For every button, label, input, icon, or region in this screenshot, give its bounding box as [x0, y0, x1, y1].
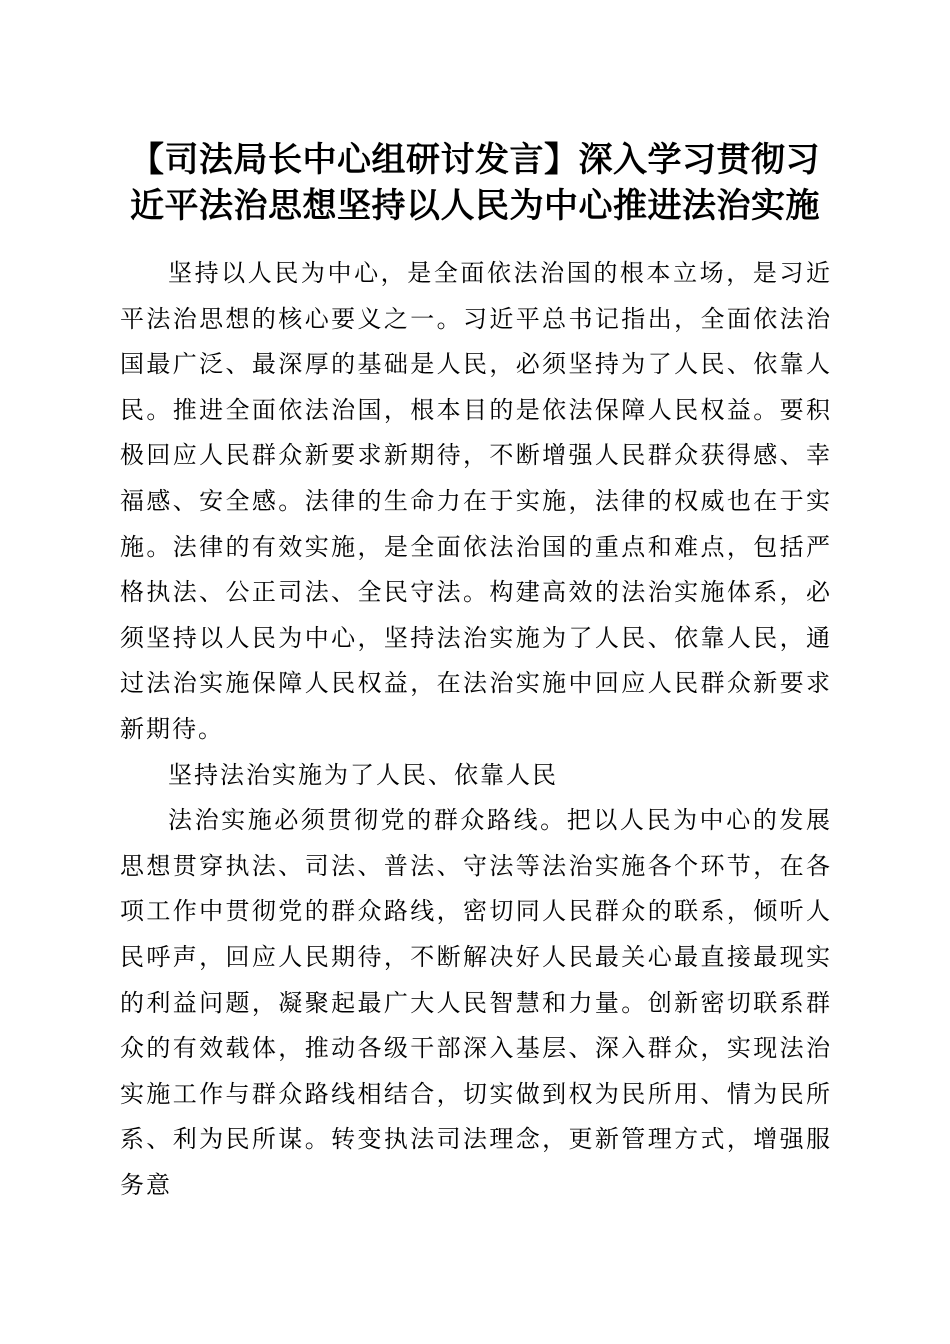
document-title [112, 137, 838, 229]
paragraph-mass-line: 法治实施必须贯彻党的群众路线。把以人民为中心的发展思想贯穿执法、司法、普法、守法等法治实施各个环节，在各项工作中贯彻党的群众路线，密切同人民群众的联系，倾听人民呼声，回应人民期待，不断解决好人民最关心最直接最现实的利益问题，凝聚起最广大人民智慧和力量。创新密切联系群众的有效载体，推动各级干部深入基层、深入群众，实现法治实施工作与群众路线相结合，切实做到权为民所用、情为民所系、利为民所谋。转变执法司法理念，更新管理方式，增强服务意 [120, 806, 832, 1199]
title-line-2: 近平法治思想坚持以人民为中心推进法治实施 [130, 186, 820, 226]
section-heading: 坚持法治实施为了人民、依靠人民 [168, 760, 558, 789]
paragraph-intro: 坚持以人民为中心，是全面依法治国的根本立场，是习近平法治思想的核心要义之一。习近平总书记指出，全面依法治国最广泛、最深厚的基础是人民，必须坚持为了人民、依靠人民。推进全面依法治国，根本目的是依法保障人民权益。要积极回应人民群众新要求新期待，不断增强人民群众获得感、幸福感、安全感。法律的生命力在于实施，法律的权威也在于实施。法律的有效实施，是全面依法治国的重点和难点，包括严格执法、公正司法、全民守法。构建高效的法治实施体系，必须坚持以人民为中心，坚持法治实施为了人民、依靠人民，通过法治实施保障人民权益，在法治实施中回应人民群众新要求新期待。 [120, 259, 832, 743]
document-body [120, 251, 832, 1208]
title-line-1: 【司法局长中心组研讨发言】深入学习贯彻习 [130, 140, 820, 180]
